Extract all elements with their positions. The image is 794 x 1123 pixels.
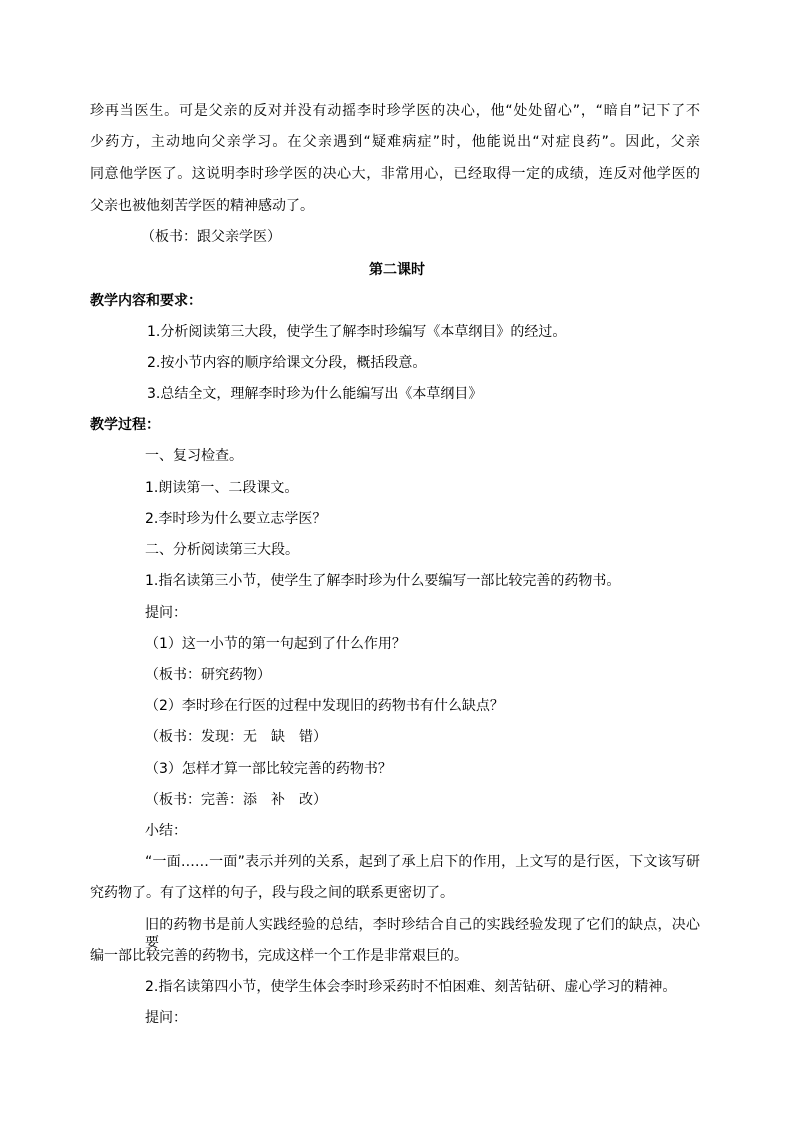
board-note: （板书：研究药物） — [145, 667, 271, 683]
paragraph-line: 珍再当医生。可是父亲的反对并没有动摇李时珍学医的决心，他“处处留心”，“暗自”记下了不 — [90, 103, 700, 119]
process-line: 1.朗读第一、二段课文。 — [145, 480, 299, 496]
board-note: （板书：发现：无 缺 错） — [145, 729, 327, 745]
paragraph-line: 少药方，主动地向父亲学习。在父亲遇到“疑难病症”时，他能说出“对症良药”。因此，父亲 — [90, 134, 700, 150]
requirement-item: 2.按小节内容的顺序给课文分段，概括段意。 — [147, 355, 427, 371]
summary-line: “一面……一面”表示并列的关系，起到了承上启下的作用，上文写的是行医，下文该写研 — [145, 854, 700, 870]
section-title: 第二课时 — [369, 262, 425, 278]
process-line: 2.李时珍为什么要立志学医？ — [145, 511, 327, 527]
process-line: 2.指名读第四小节，使学生体会李时珍采药时不怕困难、刻苦钻研、虚心学习的精神。 — [145, 979, 677, 995]
question-line: （2）李时珍在行医的过程中发现旧的药物书有什么缺点？ — [145, 698, 504, 714]
paragraph-line: 父亲也被他刻苦学医的精神感动了。 — [90, 198, 314, 214]
summary-line: 究药物了。有了这样的句子，段与段之间的联系更密切了。 — [90, 885, 454, 901]
process-line: 一、复习检查。 — [145, 448, 243, 464]
section-heading-requirements: 教学内容和要求： — [90, 293, 202, 309]
summary-line: 编一部比较完善的药物书，完成这样一个工作是非常艰巨的。 — [90, 948, 468, 964]
section-heading-process: 教学过程： — [90, 417, 160, 433]
question-line: （1）这一小节的第一句起到了什么作用？ — [145, 636, 406, 652]
requirement-item: 3.总结全文，理解李时珍为什么能编写出《本草纲目》 — [147, 386, 483, 402]
question-line: （3）怎样才算一部比较完善的药物书？ — [145, 761, 392, 777]
process-line: 二、分析阅读第三大段。 — [145, 542, 299, 558]
paragraph-line: 同意他学医了。这说明李时珍学医的决心大，非常用心，已经取得一定的成绩，连反对他学医的 — [90, 166, 700, 182]
board-note: （板书：完善：添 补 改） — [145, 792, 327, 808]
process-line: 小结： — [145, 823, 187, 839]
process-line: 1.指名读第三小节，使学生了解李时珍为什么要编写一部比较完善的药物书。 — [145, 573, 621, 589]
process-line: 提问： — [145, 1010, 187, 1026]
summary-line: 旧的药物书是前人实践经验的总结，李时珍结合自己的实践经验发现了它们的缺点，决心要 — [145, 917, 700, 951]
process-line: 提问： — [145, 605, 187, 621]
requirement-item: 1.分析阅读第三大段，使学生了解李时珍编写《本草纲目》的经过。 — [147, 324, 567, 340]
board-note: （板书：跟父亲学医） — [141, 229, 281, 245]
